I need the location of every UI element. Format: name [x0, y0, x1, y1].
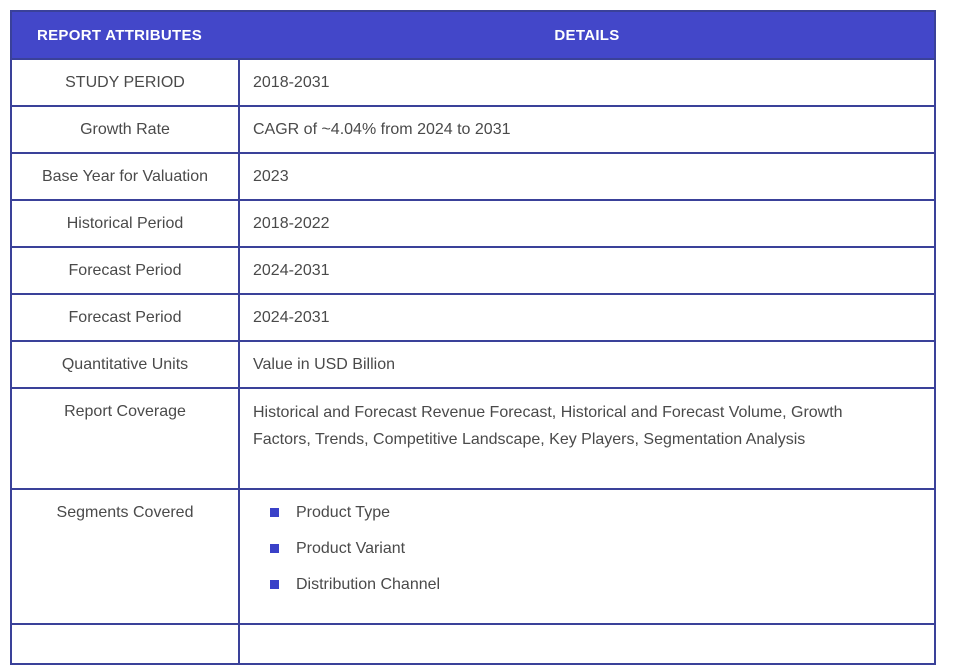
detail-value-empty	[240, 625, 934, 663]
table-row-cutoff	[12, 623, 934, 663]
segment-item-label: Product Variant	[296, 540, 406, 557]
square-bullet-icon	[270, 508, 279, 517]
header-details: DETAILS	[554, 26, 620, 44]
square-bullet-icon	[270, 580, 279, 589]
segment-item	[270, 575, 440, 594]
table-row	[12, 58, 934, 105]
attribute-label-forecast-period-1: Forecast Period	[12, 248, 240, 293]
table-row	[12, 199, 934, 246]
table-row	[12, 246, 934, 293]
attribute-label-historical-period: Historical Period	[12, 201, 240, 246]
detail-value-base-year: 2023	[253, 167, 289, 185]
square-bullet-icon	[270, 544, 279, 553]
attribute-label-segments-covered: Segments Covered	[12, 490, 240, 623]
table-row	[12, 152, 934, 199]
segment-item-label: Distribution Channel	[296, 576, 441, 593]
table-header-row	[12, 12, 934, 58]
detail-value-study-period: 2018-2031	[253, 73, 330, 91]
table-row	[12, 340, 934, 387]
attribute-label-quantitative-units: Quantitative Units	[12, 342, 240, 387]
table-row	[12, 488, 934, 623]
report-attributes-table	[10, 10, 936, 665]
table-row	[12, 293, 934, 340]
segment-item	[270, 539, 440, 558]
attribute-label-growth-rate: Growth Rate	[12, 107, 240, 152]
header-report-attributes: REPORT ATTRIBUTES	[37, 26, 203, 44]
detail-value-growth-rate: CAGR of ~4.04% from 2024 to 2031	[253, 120, 511, 138]
segment-item	[270, 503, 440, 522]
attribute-label-report-coverage: Report Coverage	[12, 389, 240, 488]
table-row	[12, 105, 934, 152]
segment-item-label: Product Type	[296, 504, 390, 521]
detail-value-forecast-period-2: 2024-2031	[253, 308, 330, 326]
table-row	[12, 387, 934, 488]
detail-value-report-coverage: Historical and Forecast Revenue Forecast, Historical and Forecast Volume, Growth Factors, Trends, Competitive Landscape, Key Players, Segmentation Analysis	[253, 404, 843, 448]
attribute-label-base-year: Base Year for Valuation	[12, 154, 240, 199]
attribute-label-empty	[12, 625, 240, 663]
detail-value-historical-period: 2018-2022	[253, 214, 330, 232]
attribute-label-forecast-period-2: Forecast Period	[12, 295, 240, 340]
segments-list	[253, 503, 440, 611]
detail-value-forecast-period-1: 2024-2031	[253, 261, 330, 279]
detail-value-segments-covered	[240, 490, 934, 623]
attribute-label-study-period: STUDY PERIOD	[12, 60, 240, 105]
detail-value-quantitative-units: Value in USD Billion	[253, 355, 395, 373]
